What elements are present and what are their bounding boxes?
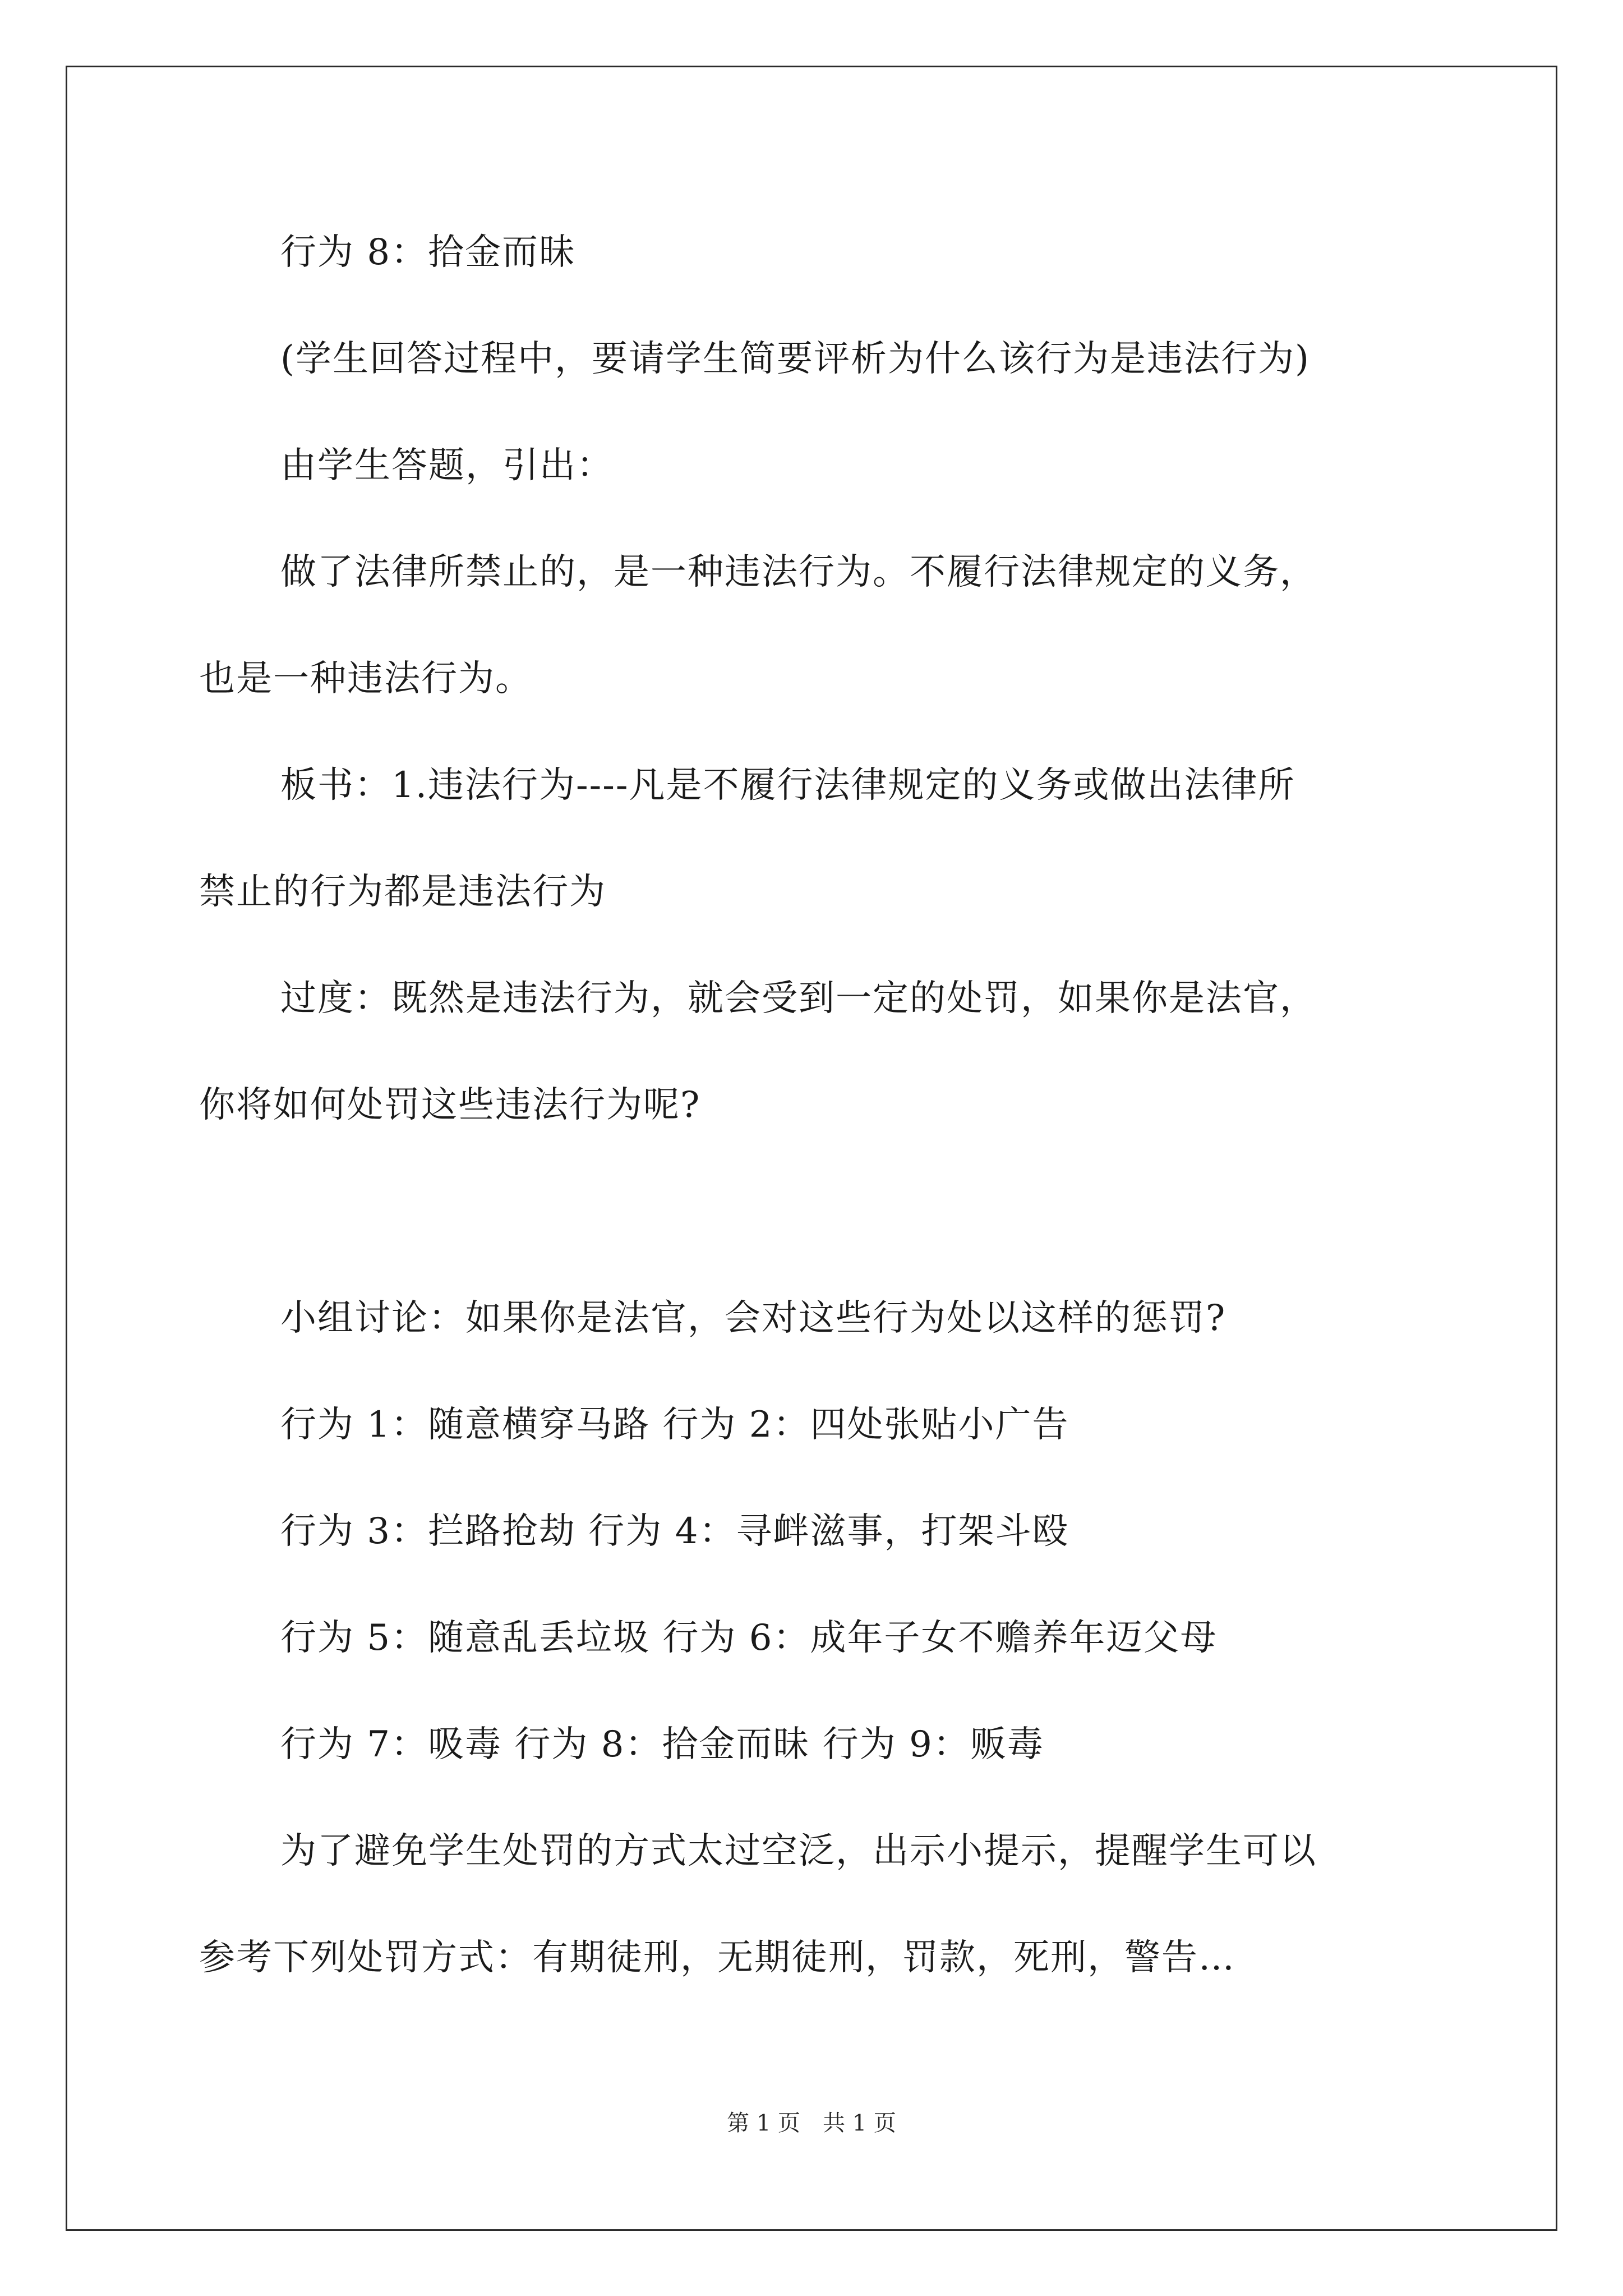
paragraph-blackboard-line-1: 板书：1.违法行为----凡是不履行法律规定的义务或做出法律所 bbox=[280, 765, 1295, 806]
paragraph-behaviors-3-4: 行为 3：拦路抢劫 行为 4：寻衅滋事，打架斗殴 bbox=[280, 1511, 1069, 1552]
paragraph-lead-in: 由学生答题，引出： bbox=[280, 445, 614, 486]
paragraph-behaviors-1-2: 行为 1：随意横穿马路 行为 2：四处张贴小广告 bbox=[280, 1404, 1069, 1446]
paragraph-definition-line-2: 也是一种违法行为。 bbox=[199, 658, 532, 700]
paragraph-definition-line-1: 做了法律所禁止的，是一种违法行为。不履行法律规定的义务， bbox=[280, 551, 1317, 593]
paragraph-blackboard-line-2: 禁止的行为都是违法行为 bbox=[199, 871, 606, 913]
paragraph-behaviors-7-9: 行为 7：吸毒 行为 8：拾金而昧 行为 9：贩毒 bbox=[280, 1724, 1044, 1765]
paragraph-transition-line-2: 你将如何处罚这些违法行为呢? bbox=[199, 1084, 701, 1126]
paragraph-transition-line-1: 过度：既然是违法行为，就会受到一定的处罚，如果你是法官， bbox=[280, 978, 1317, 1019]
paragraph-behavior-8: 行为 8：拾金而昧 bbox=[280, 232, 577, 273]
paragraph-hint-line-1: 为了避免学生处罚的方式太过空泛，出示小提示，提醒学生可以 bbox=[280, 1830, 1317, 1872]
paragraph-hint-line-2: 参考下列处罚方式：有期徒刑，无期徒刑，罚款，死刑，警告… bbox=[199, 1937, 1235, 1978]
page-border bbox=[66, 66, 1557, 2231]
paragraph-group-discussion: 小组讨论：如果你是法官，会对这些行为处以这样的惩罚? bbox=[280, 1297, 1227, 1339]
page-number-footer: 第 1 页 共 1 页 bbox=[727, 2110, 896, 2136]
paragraph-behaviors-5-6: 行为 5：随意乱丢垃圾 行为 6：成年子女不赡养年迈父母 bbox=[280, 1617, 1218, 1659]
paragraph-student-answer-note: (学生回答过程中，要请学生简要评析为什么该行为是违法行为) bbox=[280, 338, 1310, 380]
